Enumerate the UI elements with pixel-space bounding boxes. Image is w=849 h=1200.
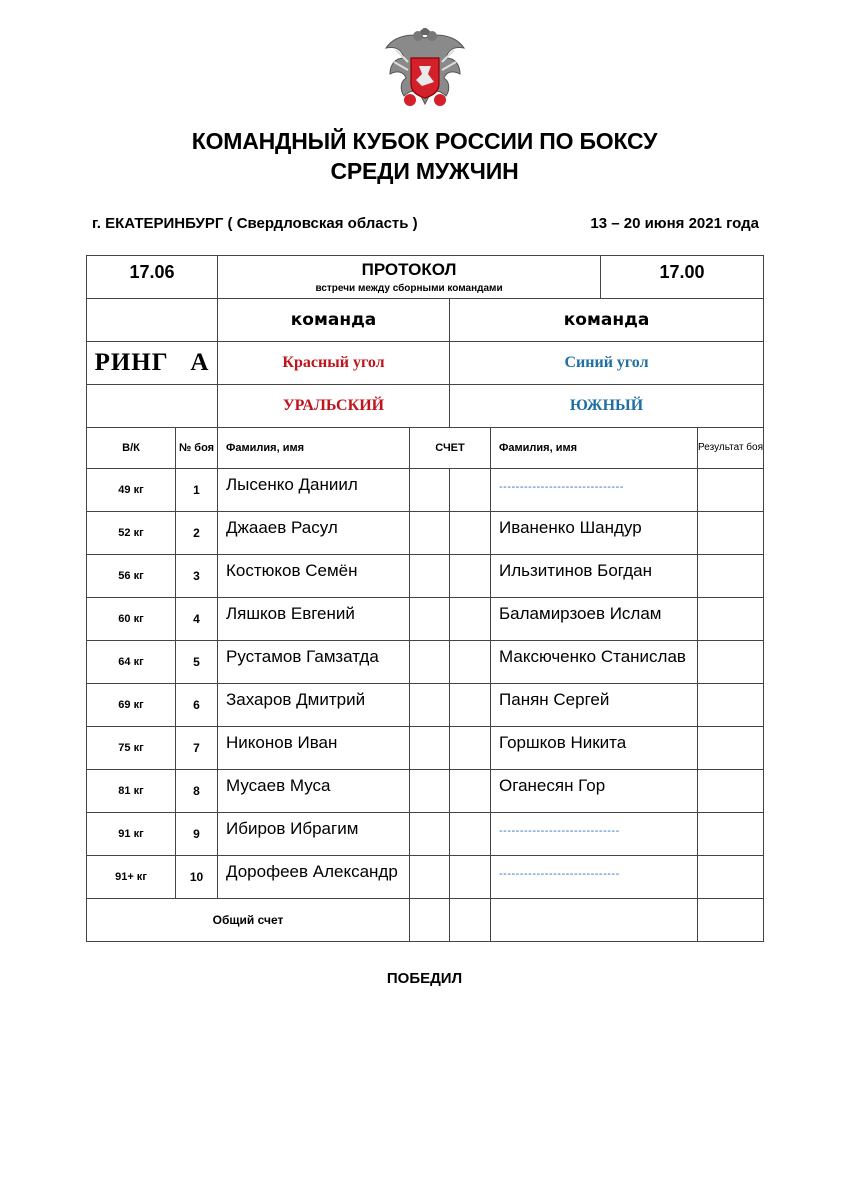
bout-result-cell — [698, 641, 764, 684]
blue-score-cell — [450, 641, 491, 684]
red-team-name: УРАЛЬСКИЙ — [218, 385, 450, 428]
bout-rows — [87, 469, 764, 899]
result-total-cell — [698, 899, 764, 942]
red-score-cell — [410, 856, 450, 899]
red-total-cell — [410, 899, 450, 942]
red-fighter-name: Ибиров Ибрагим — [218, 813, 410, 856]
red-fighter-name: Костюков Семён — [218, 555, 410, 598]
blue-fighter-name: Панян Сергей — [491, 684, 698, 727]
blue-team-name: ЮЖНЫЙ — [450, 385, 764, 428]
bout-weight: 52 кг — [87, 512, 176, 555]
blue-score-cell — [450, 555, 491, 598]
red-fighter-name: Рустамов Гамзатда — [218, 641, 410, 684]
protocol-subtitle: встречи между сборными командами — [315, 283, 503, 294]
team-label-red: команда — [218, 299, 450, 342]
bout-number: 8 — [176, 770, 218, 813]
bout-result-cell — [698, 813, 764, 856]
blue-fighter-name: Горшков Никита — [491, 727, 698, 770]
bout-result-cell — [698, 727, 764, 770]
bout-weight: 64 кг — [87, 641, 176, 684]
empty-cell — [491, 899, 698, 942]
bout-row — [87, 684, 764, 727]
bout-result-cell — [698, 598, 764, 641]
total-score-label: Общий счет — [87, 899, 410, 942]
bout-number: 10 — [176, 856, 218, 899]
blue-fighter-name: Максюченко Станислав — [491, 641, 698, 684]
bout-row — [87, 598, 764, 641]
bout-result-cell — [698, 469, 764, 512]
dates: 13 – 20 июня 2021 года — [590, 215, 759, 232]
red-score-cell — [410, 727, 450, 770]
protocol-time: 17.00 — [601, 256, 764, 299]
red-fighter-name: Лысенко Даниил — [218, 469, 410, 512]
blue-score-cell — [450, 684, 491, 727]
bout-number: 7 — [176, 727, 218, 770]
bout-row — [87, 555, 764, 598]
col-score: СЧЕТ — [410, 428, 491, 469]
empty-cell — [87, 385, 218, 428]
blue-fighter-name: ----------------------------- — [491, 813, 698, 856]
title-line-2: СРЕДИ МУЖЧИН — [330, 158, 519, 184]
bout-weight: 60 кг — [87, 598, 176, 641]
blue-fighter-name: Иваненко Шандур — [491, 512, 698, 555]
blue-score-cell — [450, 856, 491, 899]
bout-weight: 81 кг — [87, 770, 176, 813]
red-score-cell — [410, 684, 450, 727]
red-fighter-name: Джааев Расул — [218, 512, 410, 555]
ring-label: РИНГ А — [87, 342, 218, 385]
bout-weight: 69 кг — [87, 684, 176, 727]
red-score-cell — [410, 598, 450, 641]
location: г. ЕКАТЕРИНБУРГ ( Свердловская область ) — [92, 215, 418, 232]
blue-score-cell — [450, 813, 491, 856]
bout-row — [87, 469, 764, 512]
bout-number: 5 — [176, 641, 218, 684]
blue-fighter-name: Баламирзоев Ислам — [491, 598, 698, 641]
bout-number: 6 — [176, 684, 218, 727]
bout-row — [87, 512, 764, 555]
blue-total-cell — [450, 899, 491, 942]
blue-fighter-name: Оганесян Гор — [491, 770, 698, 813]
bout-number: 9 — [176, 813, 218, 856]
winner-label: ПОБЕДИЛ — [386, 970, 463, 987]
bout-weight: 75 кг — [87, 727, 176, 770]
red-fighter-name: Мусаев Муса — [218, 770, 410, 813]
blue-score-cell — [450, 512, 491, 555]
bout-row — [87, 813, 764, 856]
bout-row — [87, 770, 764, 813]
col-weight: В/К — [87, 428, 176, 469]
bout-number: 3 — [176, 555, 218, 598]
red-fighter-name: Захаров Дмитрий — [218, 684, 410, 727]
bout-weight: 56 кг — [87, 555, 176, 598]
protocol-table — [86, 255, 764, 942]
col-red-name: Фамилия, имя — [218, 428, 410, 469]
bout-number: 2 — [176, 512, 218, 555]
blue-fighter-name: ------------------------------ — [491, 469, 698, 512]
red-fighter-name: Дорофеев Александр — [218, 856, 410, 899]
red-fighter-name: Никонов Иван — [218, 727, 410, 770]
bout-weight: 91+ кг — [87, 856, 176, 899]
blue-score-cell — [450, 598, 491, 641]
bout-result-cell — [698, 512, 764, 555]
blue-fighter-name: Ильзитинов Богдан — [491, 555, 698, 598]
bout-row — [87, 641, 764, 684]
bout-result-cell — [698, 770, 764, 813]
bout-result-cell — [698, 856, 764, 899]
bout-weight: 49 кг — [87, 469, 176, 512]
bout-row — [87, 856, 764, 899]
red-score-cell — [410, 770, 450, 813]
bout-result-cell — [698, 555, 764, 598]
title-line-1: КОМАНДНЫЙ КУБОК РОССИИ ПО БОКСУ — [191, 128, 658, 154]
protocol-title: ПРОТОКОЛ — [361, 260, 457, 279]
eagle-emblem-icon — [382, 28, 468, 114]
blue-score-cell — [450, 770, 491, 813]
red-score-cell — [410, 512, 450, 555]
red-score-cell — [410, 555, 450, 598]
red-corner-label: Красный угол — [218, 342, 450, 385]
bout-weight: 91 кг — [87, 813, 176, 856]
empty-cell — [87, 299, 218, 342]
blue-score-cell — [450, 727, 491, 770]
blue-corner-label: Синий угол — [450, 342, 764, 385]
bout-number: 1 — [176, 469, 218, 512]
red-score-cell — [410, 469, 450, 512]
bout-number: 4 — [176, 598, 218, 641]
bout-row — [87, 727, 764, 770]
protocol-date: 17.06 — [87, 256, 218, 299]
team-label-blue: команда — [450, 299, 764, 342]
blue-fighter-name: ----------------------------- — [491, 856, 698, 899]
red-fighter-name: Ляшков Евгений — [218, 598, 410, 641]
blue-score-cell — [450, 469, 491, 512]
col-blue-name: Фамилия, имя — [491, 428, 698, 469]
red-score-cell — [410, 813, 450, 856]
red-score-cell — [410, 641, 450, 684]
col-result: Результат боя — [698, 428, 764, 469]
protocol-title-cell — [218, 256, 601, 299]
bout-result-cell — [698, 684, 764, 727]
col-bout-no: № боя — [176, 428, 218, 469]
